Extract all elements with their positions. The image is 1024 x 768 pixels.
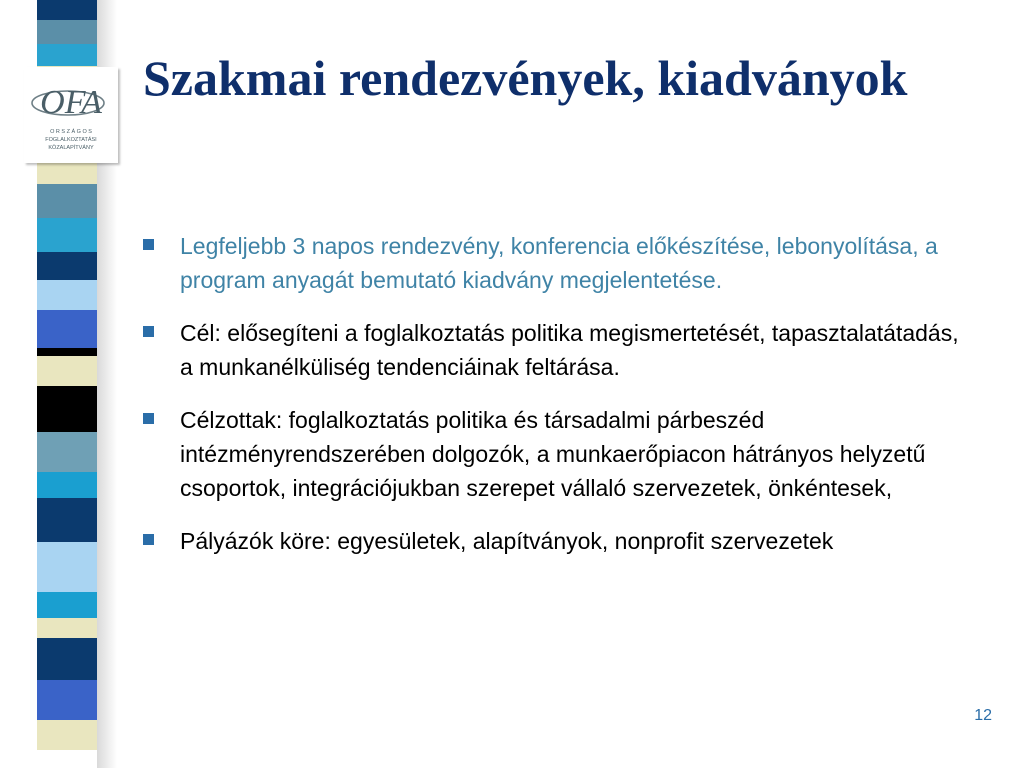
- bullet-text: Célzottak: foglalkoztatás politika és társadalmi párbeszéd intézményrendszerében dolgozók, a munkaerőpiacon hátrányos helyzetű csoportok, integrációjukban szerepet vállaló szervezetek, önkéntesek,: [180, 407, 926, 501]
- bullet-item: [143, 524, 973, 558]
- logo-line-3: KÖZALAPÍTVÁNY: [48, 145, 94, 151]
- square-bullet-icon: [143, 413, 154, 424]
- bullet-list: [143, 229, 973, 577]
- page-number: 12: [974, 707, 992, 724]
- stripe-block: [37, 44, 97, 66]
- stripe-block: [37, 0, 97, 20]
- stripe-block: [37, 348, 97, 356]
- ofa-logo: [24, 67, 118, 163]
- stripe-block: [37, 618, 97, 638]
- square-bullet-icon: [143, 326, 154, 337]
- bullet-text: Pályázók köre: egyesületek, alapítványok, nonprofit szervezetek: [180, 528, 834, 554]
- stripe-block: [37, 280, 97, 310]
- stripe-block: [37, 432, 97, 472]
- stripe-block: [37, 680, 97, 720]
- bullet-text: Legfeljebb 3 napos rendezvény, konferencia előkészítése, lebonyolítása, a program anyagát bemutató kiadvány megjelentetése.: [180, 233, 938, 293]
- stripe-block: [37, 20, 97, 44]
- stripe-block: [37, 218, 97, 252]
- bullet-item: [143, 403, 973, 505]
- logo-wordmark: OFA: [40, 84, 102, 121]
- stripe-block: [37, 356, 97, 386]
- stripe-block: [37, 542, 97, 592]
- slide-title: Szakmai rendezvények, kiadványok: [143, 50, 908, 106]
- stripe-block: [37, 184, 97, 218]
- logo-line-1: O R S Z Á G O S: [50, 129, 92, 135]
- stripe-block: [37, 252, 97, 280]
- square-bullet-icon: [143, 534, 154, 545]
- ofa-logo-image: [24, 67, 118, 163]
- square-bullet-icon: [143, 239, 154, 250]
- stripe-block: [37, 720, 97, 750]
- bullet-item: [143, 229, 973, 297]
- stripe-block: [37, 638, 97, 680]
- stripe-block: [37, 310, 97, 348]
- logo-line-2: FOGLALKOZTATÁSI: [45, 137, 97, 143]
- bullet-text: Cél: elősegíteni a foglalkoztatás politika megismertetését, tapasztalatátadás, a munkanélküliség tendenciáinak feltárása.: [180, 320, 959, 380]
- stripe-block: [37, 386, 97, 432]
- bullet-item: [143, 316, 973, 384]
- stripe-block: [37, 472, 97, 498]
- stripe-block: [37, 592, 97, 618]
- stripe-block: [37, 498, 97, 542]
